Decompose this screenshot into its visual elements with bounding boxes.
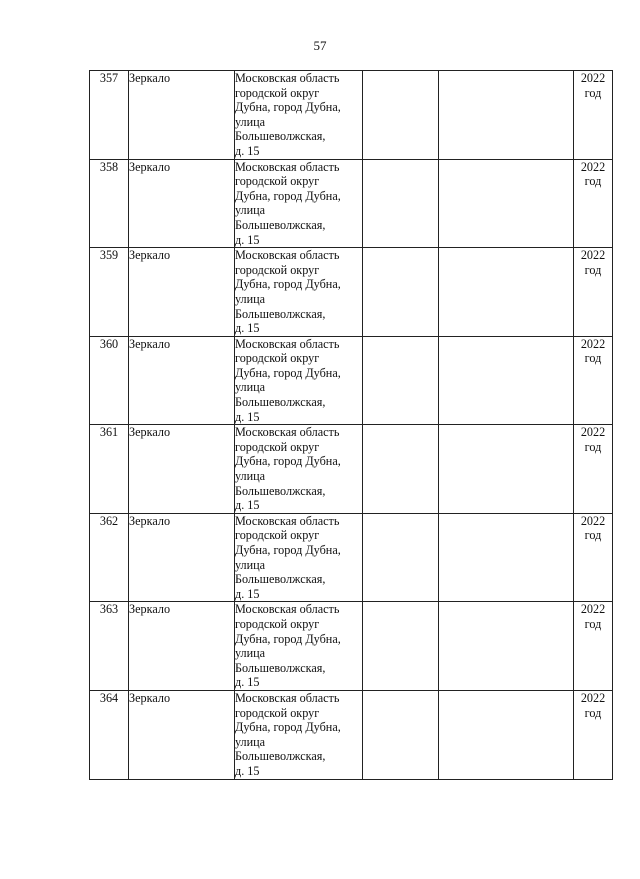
address-cell	[235, 71, 363, 160]
address-line: д. 15	[235, 586, 260, 601]
empty-cell	[363, 336, 439, 425]
address-line: Большеволжская,	[235, 572, 326, 587]
year-line: год	[584, 262, 602, 277]
address-line: д. 15	[235, 498, 260, 513]
address-line: Большеволжская,	[235, 660, 326, 675]
year-line: год	[584, 439, 602, 454]
address-line: д. 15	[235, 321, 260, 336]
address-line: Московская область	[235, 602, 340, 617]
row-number-cell: 360	[90, 336, 129, 425]
item-name-cell: Зеркало	[129, 513, 235, 602]
address-line: Московская область	[235, 690, 340, 705]
address-line: Московская область	[235, 248, 340, 263]
address-line: городской округ	[235, 528, 320, 543]
year-line: 2022	[580, 159, 606, 174]
year-line: 2022	[580, 425, 606, 440]
address-line: Большеволжская,	[235, 217, 326, 232]
address-line: Большеволжская,	[235, 306, 326, 321]
registry-table	[89, 70, 613, 780]
table-row	[90, 513, 613, 602]
year-cell	[574, 690, 613, 779]
address-line: улица	[235, 380, 266, 395]
year-cell	[574, 513, 613, 602]
empty-cell	[363, 248, 439, 337]
page-number: 57	[313, 38, 327, 53]
address-line: Дубна, город Дубна,	[235, 720, 341, 735]
item-name-cell: Зеркало	[129, 159, 235, 248]
year-line: 2022	[580, 336, 606, 351]
item-name-cell: Зеркало	[129, 602, 235, 691]
address-line: Большеволжская,	[235, 395, 326, 410]
address-line: Дубна, город Дубна,	[235, 100, 341, 115]
address-line: улица	[235, 734, 266, 749]
address-line: д. 15	[235, 409, 260, 424]
empty-cell	[439, 425, 574, 514]
address-cell	[235, 425, 363, 514]
address-line: Большеволжская,	[235, 129, 326, 144]
empty-cell	[363, 602, 439, 691]
address-line: Московская область	[235, 513, 340, 528]
address-line: д. 15	[235, 763, 260, 778]
year-cell	[574, 159, 613, 248]
table-row	[90, 602, 613, 691]
address-cell	[235, 159, 363, 248]
address-line: Большеволжская,	[235, 749, 326, 764]
item-name-cell: Зеркало	[129, 71, 235, 160]
year-cell	[574, 248, 613, 337]
address-line: городской округ	[235, 174, 320, 189]
empty-cell	[439, 159, 574, 248]
address-line: Московская область	[235, 159, 340, 174]
year-cell	[574, 71, 613, 160]
address-line: улица	[235, 469, 266, 484]
item-name-cell: Зеркало	[129, 690, 235, 779]
row-number-cell: 361	[90, 425, 129, 514]
table-row	[90, 690, 613, 779]
registry-table-body	[90, 71, 613, 780]
year-line: год	[584, 174, 602, 189]
address-line: Дубна, город Дубна,	[235, 365, 341, 380]
address-line: улица	[235, 291, 266, 306]
empty-cell	[439, 513, 574, 602]
empty-cell	[439, 602, 574, 691]
year-cell	[574, 425, 613, 514]
address-line: д. 15	[235, 232, 260, 247]
address-line: Дубна, город Дубна,	[235, 188, 341, 203]
address-line: улица	[235, 646, 266, 661]
address-line: улица	[235, 557, 266, 572]
empty-cell	[439, 336, 574, 425]
table-row	[90, 336, 613, 425]
empty-cell	[363, 425, 439, 514]
address-cell	[235, 336, 363, 425]
year-line: 2022	[580, 602, 606, 617]
address-line: Московская область	[235, 425, 340, 440]
address-line: Дубна, город Дубна,	[235, 631, 341, 646]
item-name-cell: Зеркало	[129, 248, 235, 337]
address-line: Дубна, город Дубна,	[235, 277, 341, 292]
address-cell	[235, 248, 363, 337]
table-row	[90, 425, 613, 514]
address-line: Дубна, город Дубна,	[235, 454, 341, 469]
address-line: Московская область	[235, 336, 340, 351]
row-number-cell: 364	[90, 690, 129, 779]
year-line: 2022	[580, 513, 606, 528]
year-line: год	[584, 528, 602, 543]
address-cell	[235, 602, 363, 691]
empty-cell	[363, 690, 439, 779]
row-number-cell: 359	[90, 248, 129, 337]
address-line: городской округ	[235, 262, 320, 277]
year-line: год	[584, 351, 602, 366]
address-line: городской округ	[235, 85, 320, 100]
row-number-cell: 358	[90, 159, 129, 248]
address-line: городской округ	[235, 351, 320, 366]
table-row	[90, 71, 613, 160]
address-line: городской округ	[235, 705, 320, 720]
year-line: год	[584, 705, 602, 720]
row-number-cell: 363	[90, 602, 129, 691]
empty-cell	[439, 248, 574, 337]
row-number-cell: 362	[90, 513, 129, 602]
item-name-cell: Зеркало	[129, 336, 235, 425]
address-cell	[235, 690, 363, 779]
address-line: д. 15	[235, 143, 260, 158]
address-line: Дубна, город Дубна,	[235, 543, 341, 557]
address-line: Московская область	[235, 71, 340, 85]
year-cell	[574, 602, 613, 691]
empty-cell	[363, 159, 439, 248]
address-line: улица	[235, 114, 266, 129]
address-line: улица	[235, 203, 266, 218]
address-line: городской округ	[235, 616, 320, 631]
table-row	[90, 159, 613, 248]
address-line: д. 15	[235, 675, 260, 690]
address-line: городской округ	[235, 439, 320, 454]
empty-cell	[439, 71, 574, 160]
year-line: 2022	[580, 690, 606, 705]
address-line: Большеволжская,	[235, 483, 326, 498]
item-name-cell: Зеркало	[129, 425, 235, 514]
empty-cell	[363, 71, 439, 160]
empty-cell	[439, 690, 574, 779]
year-cell	[574, 336, 613, 425]
year-line: 2022	[580, 71, 606, 85]
empty-cell	[363, 513, 439, 602]
address-cell	[235, 513, 363, 602]
table-row	[90, 248, 613, 337]
year-line: год	[584, 85, 602, 100]
year-line: год	[584, 616, 602, 631]
row-number-cell: 357	[90, 71, 129, 160]
year-line: 2022	[580, 248, 606, 263]
